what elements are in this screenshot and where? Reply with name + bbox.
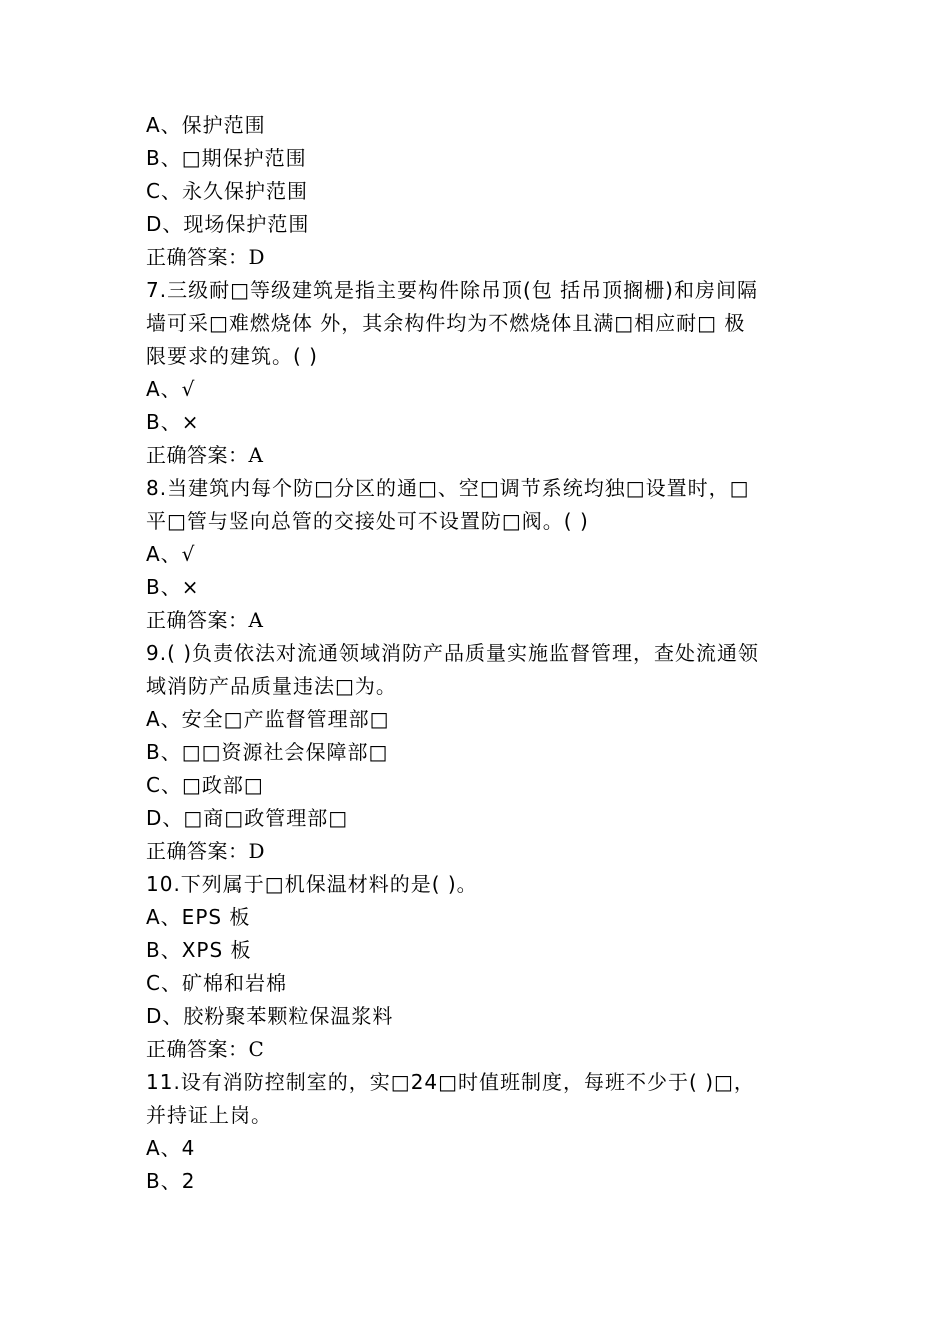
option-line: C、矿棉和岩棉 <box>146 971 287 995</box>
option-line: A、√ <box>146 542 196 566</box>
correct-answer: 正确答案：D <box>146 245 266 269</box>
question-line: 墙可采□难燃烧体 外，其余构件均为不燃烧体且满□相应耐□ 极 <box>146 311 746 335</box>
option-line: D、现场保护范围 <box>146 212 310 236</box>
correct-answer: 正确答案：A <box>146 608 264 632</box>
correct-answer: 正确答案：C <box>146 1037 265 1061</box>
question-line: 域消防产品质量违法□为。 <box>146 674 397 698</box>
option-line: D、□商□政管理部□ <box>146 806 349 830</box>
document-content <box>146 109 814 1198</box>
option-line: A、√ <box>146 377 196 401</box>
option-line: A、4 <box>146 1136 196 1160</box>
option-line: A、保护范围 <box>146 113 266 137</box>
option-line: A、EPS 板 <box>146 905 251 929</box>
question-line: 10.下列属于□机保温材料的是( )。 <box>146 872 478 896</box>
question-line: 11.设有消防控制室的，实□24□时值班制度，每班不少于( )□， <box>146 1070 755 1094</box>
option-line: A、安全□产监督管理部□ <box>146 707 390 731</box>
option-line: B、2 <box>146 1169 196 1193</box>
option-line: B、× <box>146 410 200 434</box>
question-line: 限要求的建筑。( ) <box>146 344 318 368</box>
option-line: B、× <box>146 575 200 599</box>
question-line: 7.三级耐□等级建筑是指主要构件除吊顶(包 括吊顶搁栅)和房间隔 <box>146 278 758 302</box>
question-line: 并持证上岗。 <box>146 1103 272 1127</box>
option-line: B、□□资源社会保障部□ <box>146 740 389 764</box>
option-line: C、□政部□ <box>146 773 264 797</box>
option-line: D、胶粉聚苯颗粒保温浆料 <box>146 1004 394 1028</box>
question-line: 8.当建筑内每个防□分区的通□、空□调节系统均独□设置时，□ <box>146 476 750 500</box>
correct-answer: 正确答案：A <box>146 443 264 467</box>
question-line: 9.( )负责依法对流通领域消防产品质量实施监督管理，查处流通领 <box>146 641 760 665</box>
option-line: B、XPS 板 <box>146 938 252 962</box>
option-line: B、□期保护范围 <box>146 146 307 170</box>
question-line: 平□管与竖向总管的交接处可不设置防□阀。( ) <box>146 509 589 533</box>
option-line: C、永久保护范围 <box>146 179 308 203</box>
correct-answer: 正确答案：D <box>146 839 266 863</box>
